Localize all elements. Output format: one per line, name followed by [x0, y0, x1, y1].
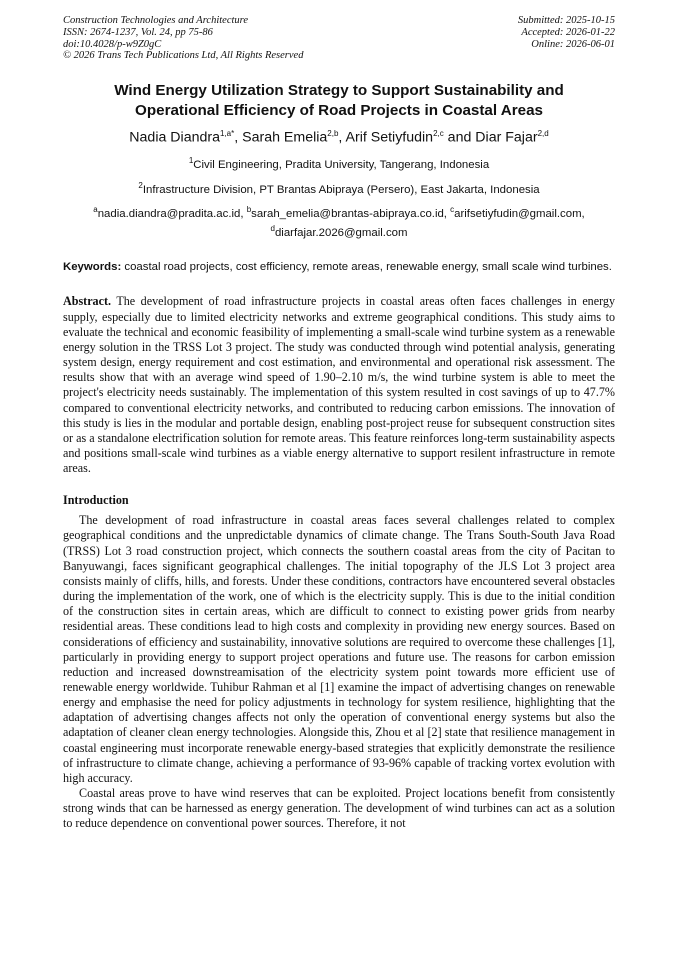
affiliation-superscript: 1	[188, 155, 194, 165]
author-name: Diar Fajar	[475, 129, 538, 146]
email-superscript: c	[450, 205, 455, 215]
email-line-2	[63, 222, 615, 240]
accepted-date: Accepted: 2026-01-22	[521, 26, 615, 38]
abstract-block	[63, 294, 615, 476]
affiliation-text: Infrastructure Division, PT Brantas Abipraya (Persero), East Jakarta, Indonesia	[142, 183, 540, 196]
journal-name: Construction Technologies and Architecture	[63, 15, 249, 26]
author-separator: and	[443, 129, 476, 146]
author-separator: ,	[234, 129, 243, 146]
email-link[interactable]: sarah_emelia@brantas-abipraya.co.id,	[251, 208, 451, 221]
email-superscript: d	[270, 223, 275, 233]
author-superscript: 1,a*	[220, 129, 235, 138]
author-name: Sarah Emelia	[242, 129, 328, 146]
paper-page	[63, 15, 615, 832]
email-link[interactable]: arifsetiyfudin@gmail.com,	[454, 208, 585, 221]
journal-info	[63, 15, 303, 62]
paragraph: The development of road infrastructure in coastal areas faces several challenges related to complex geographical conditions and the unpredictable dynamics of climate change. The Trans South-South Java Road (TRSS) Lot 3 road construction project, which connects the southern coastal areas from the city of Pacitan to Banyuwangi, faces significant geographical challenges. The initial topography of the JLS Lot 3 project area consists mainly of cliffs, hills, and forests. Under these conditions, contractors have encountered several obstacles during the implementation of the work, one of which is the electricity supply. This is due to the initial condition of the construction sites in certain areas, which are difficult to connect to existing power grids from nearby residential areas. These conditions lead to high costs and complexity in providing new energy sources. Based on considerations of efficiency and sustainability, innovative solutions are required to overcome these challenges [1], particularly in providing energy to support project operations and future use. The reasons for carbon emission reduction and increased downstreamisation of the electricity system point towards more efficient use of renewable energy worldwide. Tuhibur Rahman et al [1] examine the impact of advertising changes on renewable energy and emphasise the need for policy adjustments in technology for system resilience, highlighting that the adaptation of advertising changes affects not only the operation of conventional energy systems but also the adaptation of cleaner clean energy technologies. Alongside this, Zhou et al [2] state that resilience management in coastal engineering must incorporate renewable energy-based strategies that explicitly demonstrate the resilience of infrastructure to climate change, achieving a performance of 93-96% capable of tracking vortex evolution with high accuracy.	[63, 513, 615, 785]
doi-line: doi:10.4028/p-w9Z0gC	[63, 38, 162, 50]
introduction-heading: Introduction	[63, 493, 129, 508]
affiliation-text: Civil Engineering, Pradita University, Tangerang, Indonesia	[193, 158, 490, 171]
author-separator: ,	[338, 129, 346, 146]
title-line-2: Operational Efficiency of Road Projects in Coastal Areas	[135, 102, 543, 119]
paragraph: Coastal areas prove to have wind reserves that can be exploited. Project locations benefit from consistently strong winds that can be harnessed as energy generation. The development of wind turbines can act as a solution to reduce dependence on conventional power sources. Therefore, it not	[63, 786, 615, 831]
keywords-text: coastal road projects, cost efficiency, remote areas, renewable energy, small scale wind turbines.	[121, 260, 612, 273]
abstract-label: Abstract.	[63, 294, 112, 309]
email-superscript: a	[93, 205, 98, 215]
author-superscript: 2,c	[433, 129, 444, 138]
author-name: Arif Setiyfudin	[345, 129, 434, 146]
affiliation-2	[63, 179, 615, 197]
introduction-body	[63, 513, 615, 831]
running-header	[63, 15, 615, 65]
email-link[interactable]: diarfajar.2026@gmail.com	[274, 226, 408, 239]
copyright-line: © 2026 Trans Tech Publications Ltd, All Rights Reserved	[63, 50, 304, 62]
affiliation-superscript: 2	[138, 180, 143, 190]
dates-info	[518, 15, 615, 50]
author-emails	[63, 203, 615, 240]
keywords-block	[63, 260, 615, 275]
email-link[interactable]: nadia.diandra@pradita.ac.id,	[97, 208, 247, 221]
issn-line: ISSN: 2674-1237, Vol. 24, pp 75-86	[63, 26, 213, 38]
author-superscript: 2,b	[327, 129, 339, 138]
online-date: Online: 2026-06-01	[531, 38, 615, 50]
abstract-text: The development of road infrastructure projects in coastal areas often faces challenges in energy supply, especially due to limited electricity networks and extreme geographical conditions. This study aims to evaluate the technical and economic feasibility of implementing a small-scale wind turbine system as a renewable energy solution in the TRSS Lot 3 project. The study was conducted through wind potential analysis, generating system design, energy requirement and cost estimation, and environmental and operational risk assessment. The results show that with an average wind speed of 1.90–2.10 m/s, the wind turbine system is able to meet the project's electricity needs sustainably. The implementation of this system resulted in cost savings of up to 47.7% compared to conventional electricity networks, and contributed to reducing carbon emissions. The innovation of this study is lies in the modular and portable design, enabling post-project reuse for subsequent construction sites or as a standalone electrification solution for remote areas. This feature reinforces long-term sustainability aspects and positions small-scale wind turbines as a viable energy alternative to support resilent infrastructure in remote areas.	[63, 294, 615, 476]
author-superscript: 2,d	[537, 129, 549, 138]
paper-title	[63, 81, 615, 121]
keywords-label: Keywords:	[63, 260, 122, 273]
email-superscript: b	[246, 205, 252, 215]
author-list	[63, 124, 615, 148]
title-line-1: Wind Energy Utilization Strategy to Support Sustainability and	[114, 82, 564, 99]
author-name: Nadia Diandra	[129, 129, 220, 146]
submitted-date: Submitted: 2025-10-15	[517, 15, 615, 26]
email-line-1	[63, 203, 615, 221]
affiliation-1	[63, 154, 615, 172]
